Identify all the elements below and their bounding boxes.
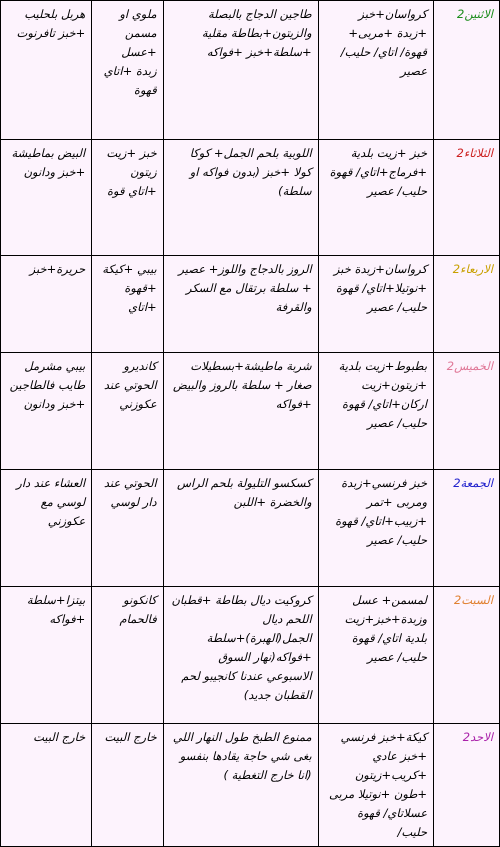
day-cell: الخميس2 [434,353,500,470]
dinner-cell: خارج البيت [1,724,92,847]
meal-table-body [1,1,500,847]
dinner-cell: البيض بماطيشة +خبز ودانون [1,140,92,256]
snack-cell: خارج البيت [92,724,163,847]
lunch-cell: كروكيت ديال بطاطة +قطبان اللحم ديال الجمل(الهبرة)+سلطة +فواكه(نهار السوق الاسبوعي عندنا كانجيبو لحم القطبان جديد) [163,587,318,724]
lunch-cell: ممنوع الطبخ طول النهار اللي بغى شي حاجة يقادها بنفسو (انا خارج التغطية ) [163,724,318,847]
day-cell: الاحد2 [434,724,500,847]
table-row [1,353,500,470]
lunch-cell: طاجين الدجاج بالبصلة والزيتون+بطاطة مقلية +سلطة+خبز +فواكه [163,1,318,140]
snack-cell: بيبي +كيكة +قهوة +اتاي [92,256,163,353]
snack-cell: كانكونو فالحمام [92,587,163,724]
day-cell: السبت2 [434,587,500,724]
dinner-cell: بيبي مشرمل طايب فالطاجين +خبز ودانون [1,353,92,470]
breakfast-cell: لمسمن+ عسل وزبدة+خبز+زيت بلدية اتاي/ قهوة حليب/ عصير [318,587,433,724]
day-cell: الاثنين2 [434,1,500,140]
day-cell: الثلاثاء2 [434,140,500,256]
table-row [1,1,500,140]
table-row [1,724,500,847]
lunch-cell: اللوبية بلحم الجمل+ كوكا كولا +خبز (بدون فواكه او سلطة) [163,140,318,256]
table-row [1,256,500,353]
table-row [1,470,500,587]
breakfast-cell: كرواسان+زبدة خبز +نوتيلا+اتاي/ قهوة حليب/ عصير [318,256,433,353]
dinner-cell: بيتزا+سلطة +فواكه [1,587,92,724]
table-row [1,140,500,256]
snack-cell: ملوي او مسمن +عسل زبدة +اتاي قهوة [92,1,163,140]
dinner-cell: العشاء عند دار لوسي مع عكوزني [1,470,92,587]
lunch-cell: كسكسو التليولة بلحم الراس والخضرة +اللبن [163,470,318,587]
dinner-cell: هربل بلحليب +خبز تافرنوت [1,1,92,140]
lunch-cell: الروز بالدجاج واللوز+ عصير + سلطة برتقال مع السكر والقرفة [163,256,318,353]
day-cell: الاربعاء2 [434,256,500,353]
dinner-cell: حريرة+خبز [1,256,92,353]
breakfast-cell: خبز فرنسي+زبدة ومربى +تمر +زبيب+اتاي/ قهوة حليب/ عصير [318,470,433,587]
breakfast-cell: كرواسان+خبز +زبدة +مربى+ قهوة/ اتاي/ حليب/عصير [318,1,433,140]
day-cell: الجمعة2 [434,470,500,587]
snack-cell: الحوتي عند دار لوسي [92,470,163,587]
breakfast-cell: خبز +زيت بلدية +فرماج+اتاي/ قهوة حليب/ عصير [318,140,433,256]
breakfast-cell: بطبوط+زيت بلدية +زيتون+زيت اركان+اتاي/ قهوة حليب/ عصير [318,353,433,470]
lunch-cell: شربة ماطيشة+بسطيلات صغار + سلطة بالروز والبيض +فواكه [163,353,318,470]
snack-cell: خبز +زيت زيتون +اتاي قوة [92,140,163,256]
breakfast-cell: كيكة+خبز فرنسي +خبز عادي +كريب+زيتون +طون +نوتيلا مربى عسلاتاي/ قهوة حليب/ [318,724,433,847]
table-row [1,587,500,724]
snack-cell: كانديرو الحوتي عند عكوزني [92,353,163,470]
